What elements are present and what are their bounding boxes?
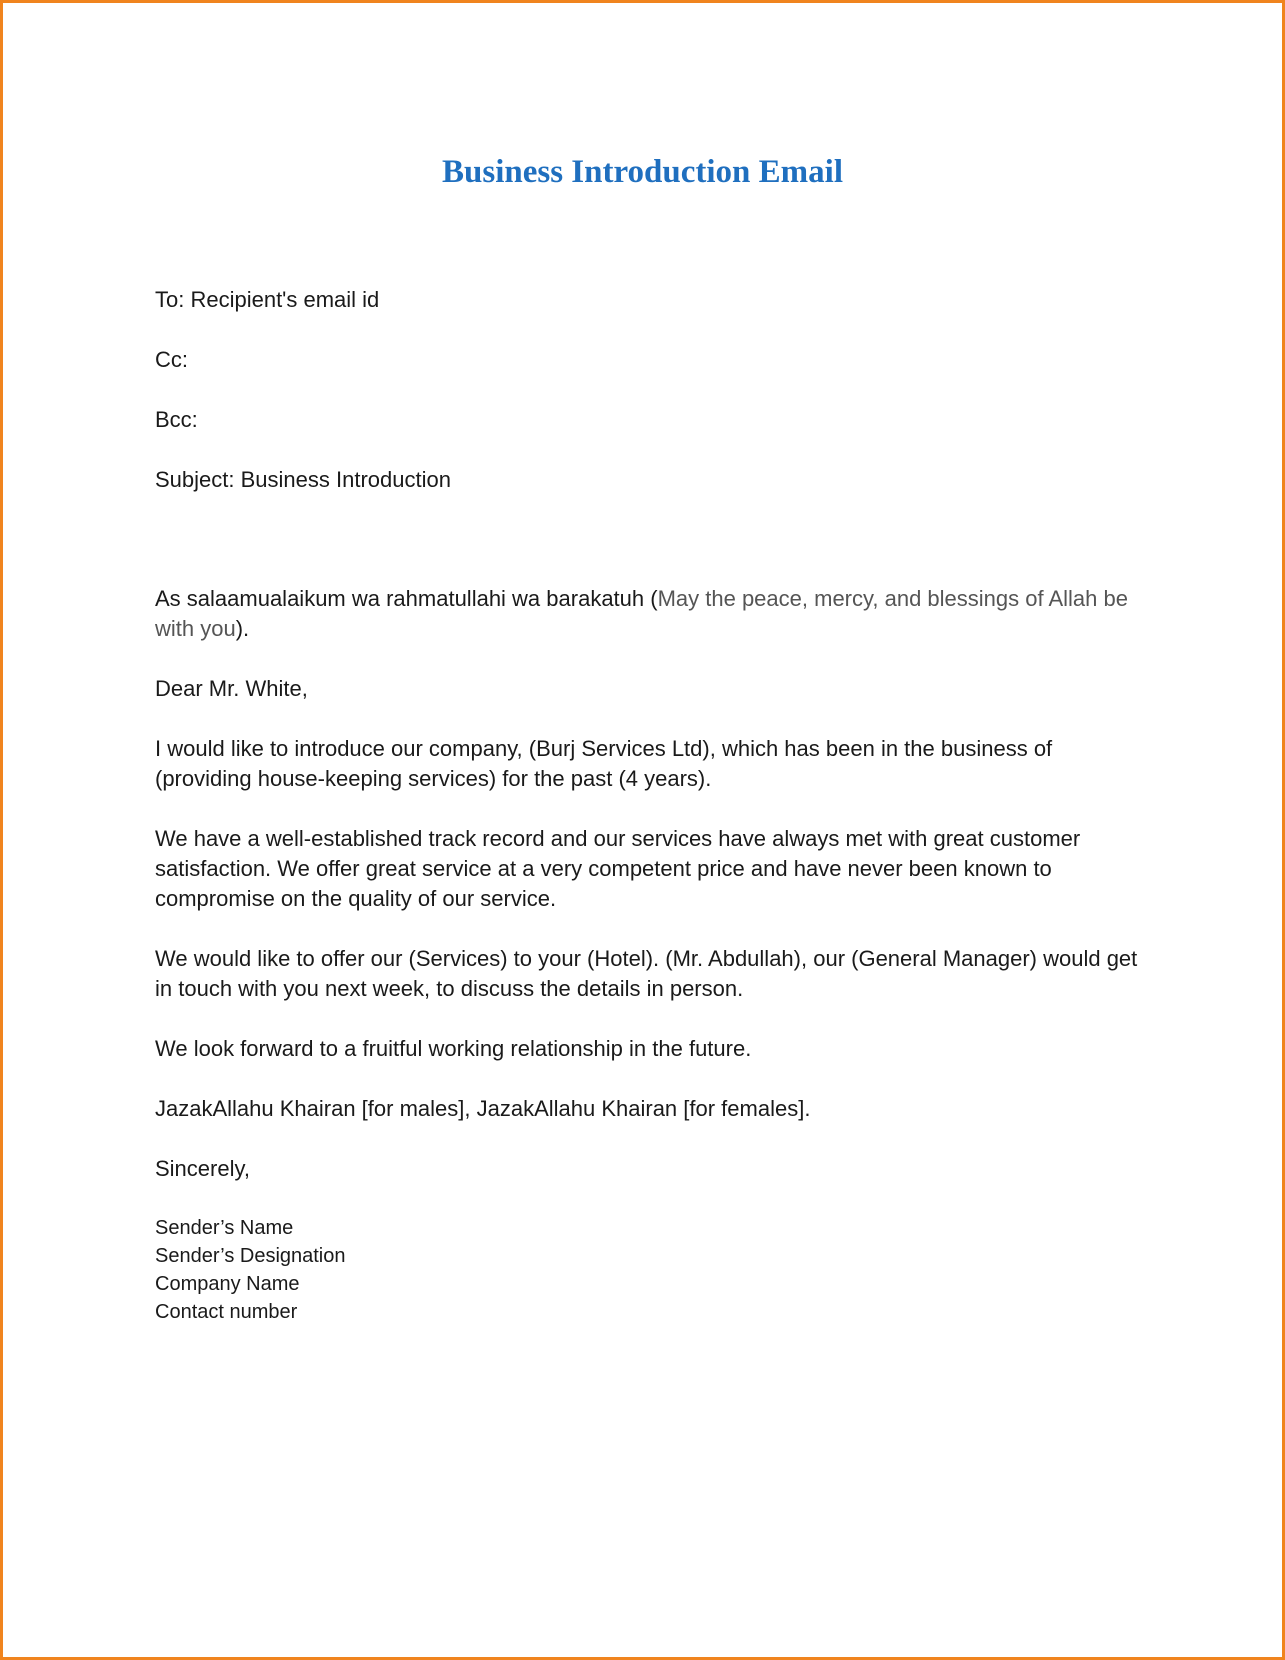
closing: Sincerely, xyxy=(155,1156,250,1181)
paragraph-introduction: I would like to introduce our company, (Burj Services Ltd), which has been in the business of (providing house-keeping services) for the past (4 years). xyxy=(155,736,1053,791)
email-content xyxy=(155,285,1145,1326)
subject-line: Subject: Business Introduction xyxy=(155,467,451,492)
greeting-close: ). xyxy=(235,616,250,641)
contact-number: Contact number xyxy=(155,1301,298,1323)
paragraph-track-record: We have a well-established track record and our services have always met with great customer satisfaction. We offer great service at a very competent price and have never been known to compromise on the quality of our service. xyxy=(155,826,1081,911)
islamic-greeting xyxy=(155,584,1145,644)
sender-name: Sender’s Name xyxy=(155,1217,294,1239)
sender-designation: Sender’s Designation xyxy=(155,1245,346,1267)
signature-block xyxy=(155,1214,1145,1326)
company-name: Company Name xyxy=(155,1273,300,1295)
paragraph-offer: We would like to offer our (Services) to your (Hotel). (Mr. Abdullah), our (General Manager) would get in touch with you next week, to discuss the details in person. xyxy=(155,946,1138,1001)
paragraph-look-forward: We look forward to a fruitful working relationship in the future. xyxy=(155,1036,752,1061)
greeting-translation: May the peace, mercy, and blessings of Allah be with you xyxy=(155,586,1128,641)
document-title: Business Introduction Email xyxy=(442,154,843,190)
to-line: To: Recipient's email id xyxy=(155,287,380,312)
cc-line: Cc: xyxy=(155,347,188,372)
greeting-arabic: As salaamualaikum wa rahmatullahi wa barakatuh ( xyxy=(155,586,658,611)
salutation: Dear Mr. White, xyxy=(155,676,308,701)
bcc-line: Bcc: xyxy=(155,407,198,432)
paragraph-thanks: JazakAllahu Khairan [for males], JazakAllahu Khairan [for females]. xyxy=(155,1096,811,1121)
